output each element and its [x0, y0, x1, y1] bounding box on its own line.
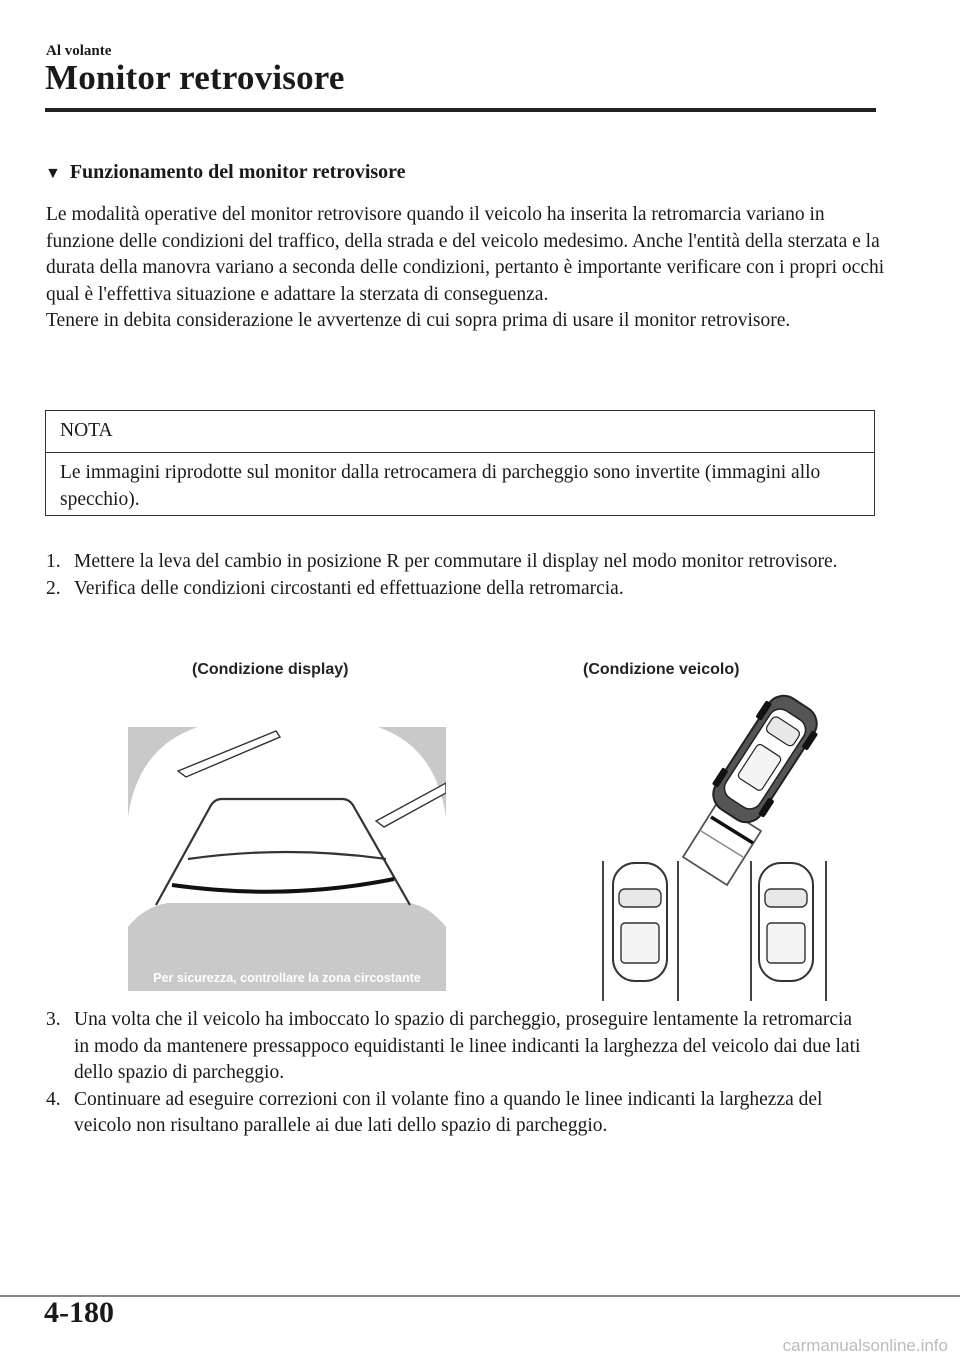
- step-item: [46, 576, 866, 603]
- title-rule: [45, 108, 876, 112]
- parked-car-left-icon: [613, 863, 667, 981]
- figure-caption-vehicle: (Condizione veicolo): [583, 661, 740, 678]
- reversing-car-icon: [703, 693, 827, 831]
- note-label: NOTA: [46, 411, 874, 453]
- page-title: Monitor retrovisore: [45, 58, 345, 97]
- intro-text: [46, 202, 886, 335]
- steps-list: [46, 549, 866, 602]
- section-heading: [45, 161, 406, 184]
- step-text: Mettere la leva del cambio in posizione R per commutare il display nel modo monitor retrovisore.: [74, 551, 838, 572]
- step-item: [46, 1007, 866, 1087]
- parked-car-right-icon: [759, 863, 813, 981]
- step-text: Continuare ad eseguire correzioni con il volante fino a quando le linee indicanti la larghezza del veicolo non risultano parallele ai due lati dello spazio di parcheggio.: [74, 1088, 823, 1136]
- step-item: [46, 549, 866, 576]
- intro-paragraph: Tenere in debita considerazione le avvertenze di cui sopra prima di usare il monitor retrovisore.: [46, 310, 791, 331]
- step-number: 3.: [46, 1009, 61, 1030]
- chapter-label: Al volante: [46, 43, 112, 59]
- step-text: Una volta che il veicolo ha imboccato lo spazio di parcheggio, proseguire lentamente la retromarcia in modo da mantenere pressappoco equidistanti le linee indicanti la larghezza del veicolo dai due lati dello spazio di parcheggio.: [74, 1009, 861, 1083]
- page-number: 4-180: [44, 1296, 114, 1329]
- vehicle-parking-illustration: [593, 693, 843, 1001]
- note-box: [45, 410, 875, 516]
- step-number: 4.: [46, 1088, 61, 1110]
- steps-list: [46, 1007, 866, 1140]
- figure-caption-display: (Condizione display): [192, 661, 349, 678]
- rear-view-display-illustration: [128, 727, 446, 991]
- triangle-marker-icon: ▼: [45, 165, 61, 182]
- intro-paragraph: Le modalità operative del monitor retrovisore quando il veicolo ha inserita la retromarcia variano in funzione delle condizioni del traffico, della strada e del veicolo medesimo. Anche l'entità della sterzata e la durata della manovra variano a seconda delle condizioni, pertanto è importante verificare con i propri occhi qual è l'effettiva situazione e adattare la sterzata di conseguenza.: [46, 204, 885, 305]
- section-heading-text: Funzionamento del monitor retrovisore: [69, 161, 406, 183]
- footer-rule: [0, 1295, 960, 1297]
- display-banner-text: Per sicurezza, controllare la zona circostante: [153, 971, 421, 985]
- watermark-text: carmanualsonline.info: [782, 1336, 948, 1355]
- step-text: Verifica delle condizioni circostanti ed effettuazione della retromarcia.: [74, 577, 624, 599]
- step-number: 2.: [46, 577, 61, 599]
- note-text: Le immagini riprodotte sul monitor dalla retrocamera di parcheggio sono invertite (immagini allo specchio).: [60, 462, 821, 510]
- step-number: 1.: [46, 551, 61, 572]
- step-item: [46, 1087, 866, 1140]
